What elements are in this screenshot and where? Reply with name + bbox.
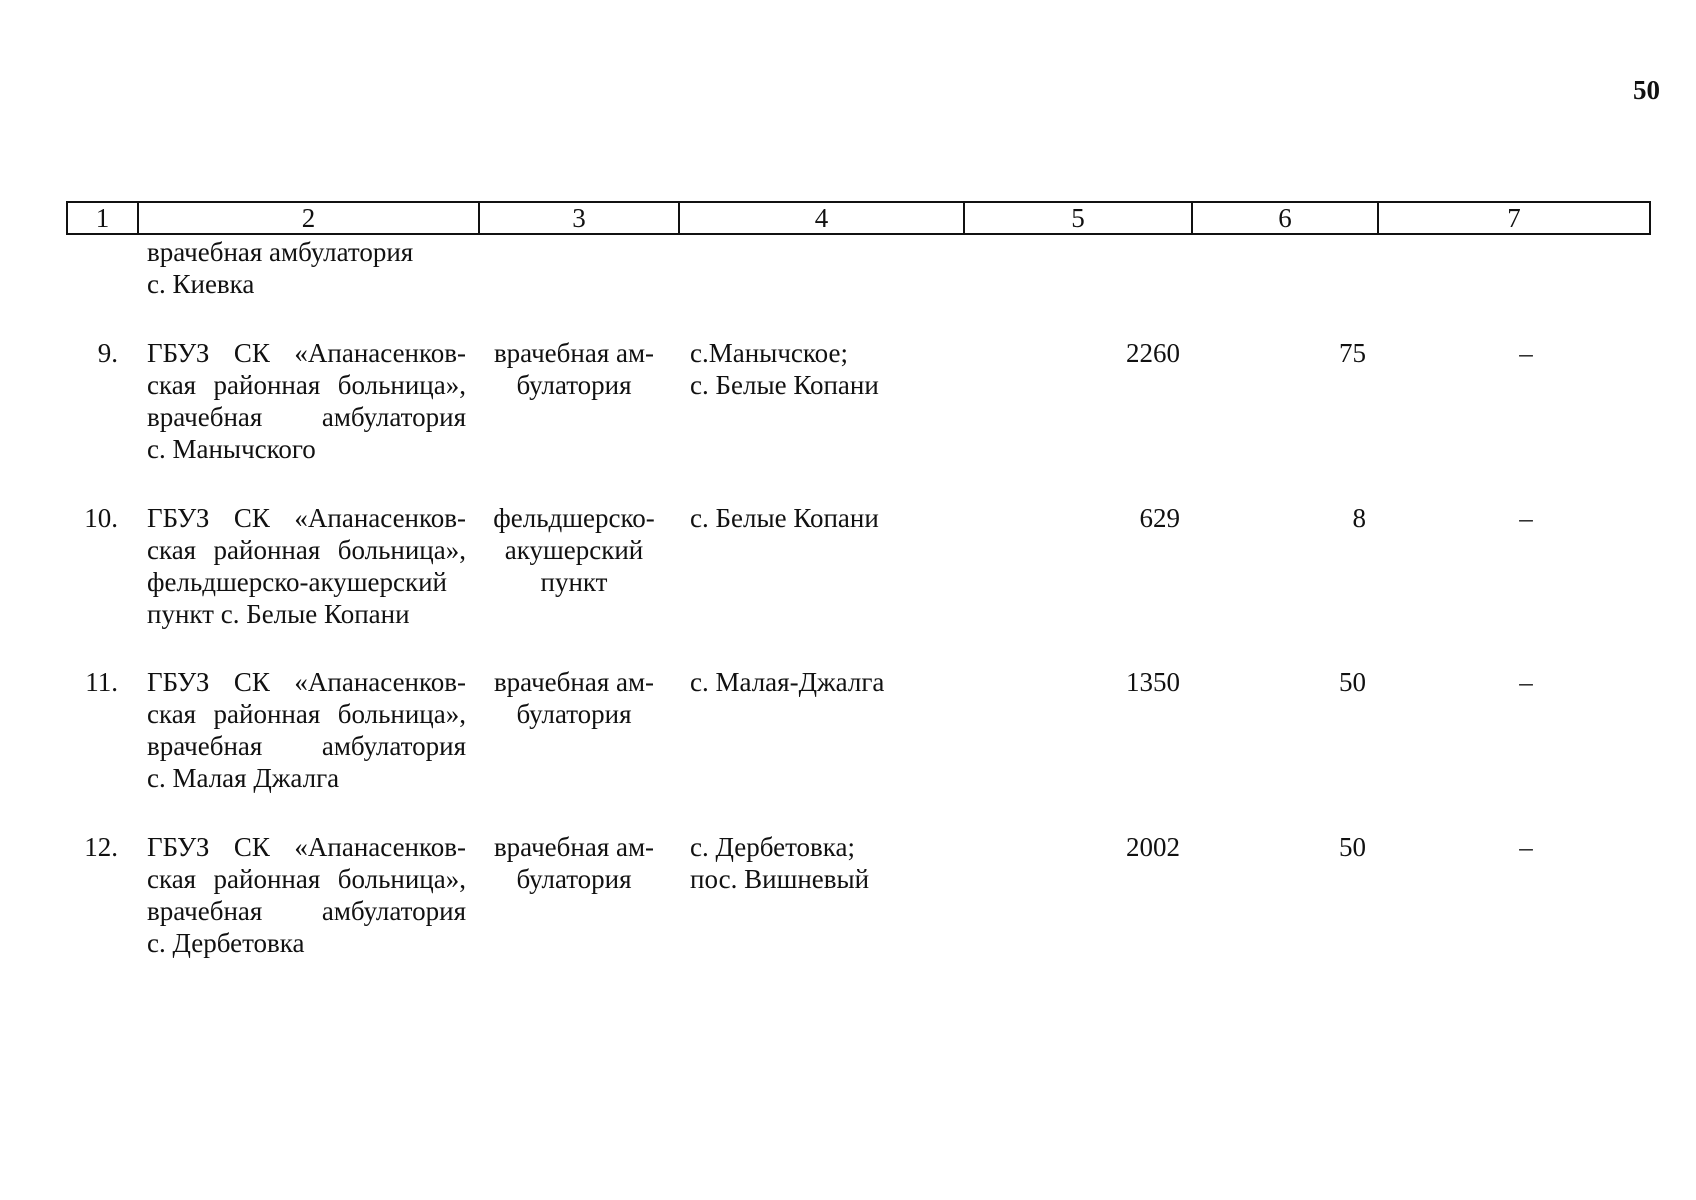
name-line: ГБУЗ СК «Апанасенков-: [147, 832, 466, 862]
header-cell-1: 1: [68, 203, 139, 233]
table-row: [66, 502, 1651, 632]
settlements: [690, 502, 950, 534]
facility-type: [484, 502, 664, 598]
column-6-value: 50: [1339, 667, 1366, 697]
page-number: 50: [1633, 75, 1660, 105]
institution-name: [147, 666, 466, 794]
name-line: ГБУЗ СК «Апанасенков-: [147, 338, 466, 368]
column-5-value: 2260: [1126, 338, 1180, 368]
name-line: ская районная больница»,: [147, 864, 466, 894]
type-line: пункт: [540, 567, 608, 597]
name-line: ская районная больница»,: [147, 535, 466, 565]
name-line: ская районная больница»,: [147, 370, 466, 400]
type-line: булатория: [516, 864, 632, 894]
column-7-value: –: [1519, 832, 1533, 862]
institution-name: [147, 337, 466, 465]
header-cell-4: 4: [680, 203, 965, 233]
table-row: [66, 666, 1651, 796]
name-line: врачебная амбулатория: [147, 402, 466, 432]
name-line: с. Малая Джалга: [147, 763, 340, 793]
name-line: с. Дербетовка: [147, 928, 305, 958]
continuation-line: врачебная амбулатория: [147, 237, 414, 267]
header-cell-5: 5: [965, 203, 1193, 233]
settlements: [690, 831, 950, 895]
column-5-value: 1350: [1126, 667, 1180, 697]
column-6-value: 50: [1339, 832, 1366, 862]
row-number: 11.: [85, 667, 118, 697]
header-cell-6: 6: [1193, 203, 1379, 233]
name-line: пункт с. Белые Копани: [147, 599, 410, 629]
name-line: с. Манычского: [147, 434, 316, 464]
place-line: с. Белые Копани: [690, 503, 879, 533]
column-6-value: 75: [1339, 338, 1366, 368]
facility-type: [484, 831, 664, 895]
facility-type: [484, 666, 664, 730]
table-row: [66, 831, 1651, 961]
institution-name: [147, 831, 466, 959]
row-number: 9.: [97, 338, 118, 368]
name-line: врачебная амбулатория: [147, 731, 466, 761]
type-line: булатория: [516, 370, 632, 400]
name-line: фельдшерско-акушерский: [147, 567, 447, 597]
facility-type: [484, 337, 664, 401]
place-line: пос. Вишневый: [690, 864, 870, 894]
settlements: [690, 337, 950, 401]
name-line: врачебная амбулатория: [147, 896, 466, 926]
type-line: врачебная ам-: [493, 667, 655, 697]
place-line: с. Малая-Джалга: [690, 667, 885, 697]
table-header-row: [66, 201, 1651, 235]
column-5-value: 2002: [1126, 832, 1180, 862]
column-7-value: –: [1519, 667, 1533, 697]
place-line: с. Белые Копани: [690, 370, 879, 400]
settlements: [690, 666, 950, 698]
continuation-cell: [147, 236, 477, 300]
row-number: 12.: [84, 832, 118, 862]
column-7-value: –: [1519, 338, 1533, 368]
column-5-value: 629: [1139, 503, 1180, 533]
type-line: врачебная ам-: [493, 338, 655, 368]
institution-name: [147, 502, 466, 630]
place-line: с.Манычское;: [690, 338, 848, 368]
header-cell-2: 2: [139, 203, 480, 233]
column-7-value: –: [1519, 503, 1533, 533]
continuation-line: с. Киевка: [147, 269, 255, 299]
type-line: булатория: [516, 699, 632, 729]
name-line: ГБУЗ СК «Апанасенков-: [147, 667, 466, 697]
name-line: ГБУЗ СК «Апанасенков-: [147, 503, 466, 533]
table-row: [66, 337, 1651, 467]
type-line: фельдшерско-: [493, 503, 655, 533]
type-line: врачебная ам-: [493, 832, 655, 862]
row-number: 10.: [84, 503, 118, 533]
column-6-value: 8: [1352, 503, 1366, 533]
type-line: акушерский: [504, 535, 644, 565]
place-line: с. Дербетовка;: [690, 832, 855, 862]
name-line: ская районная больница»,: [147, 699, 466, 729]
header-cell-3: 3: [480, 203, 680, 233]
header-cell-7: 7: [1507, 203, 1521, 233]
